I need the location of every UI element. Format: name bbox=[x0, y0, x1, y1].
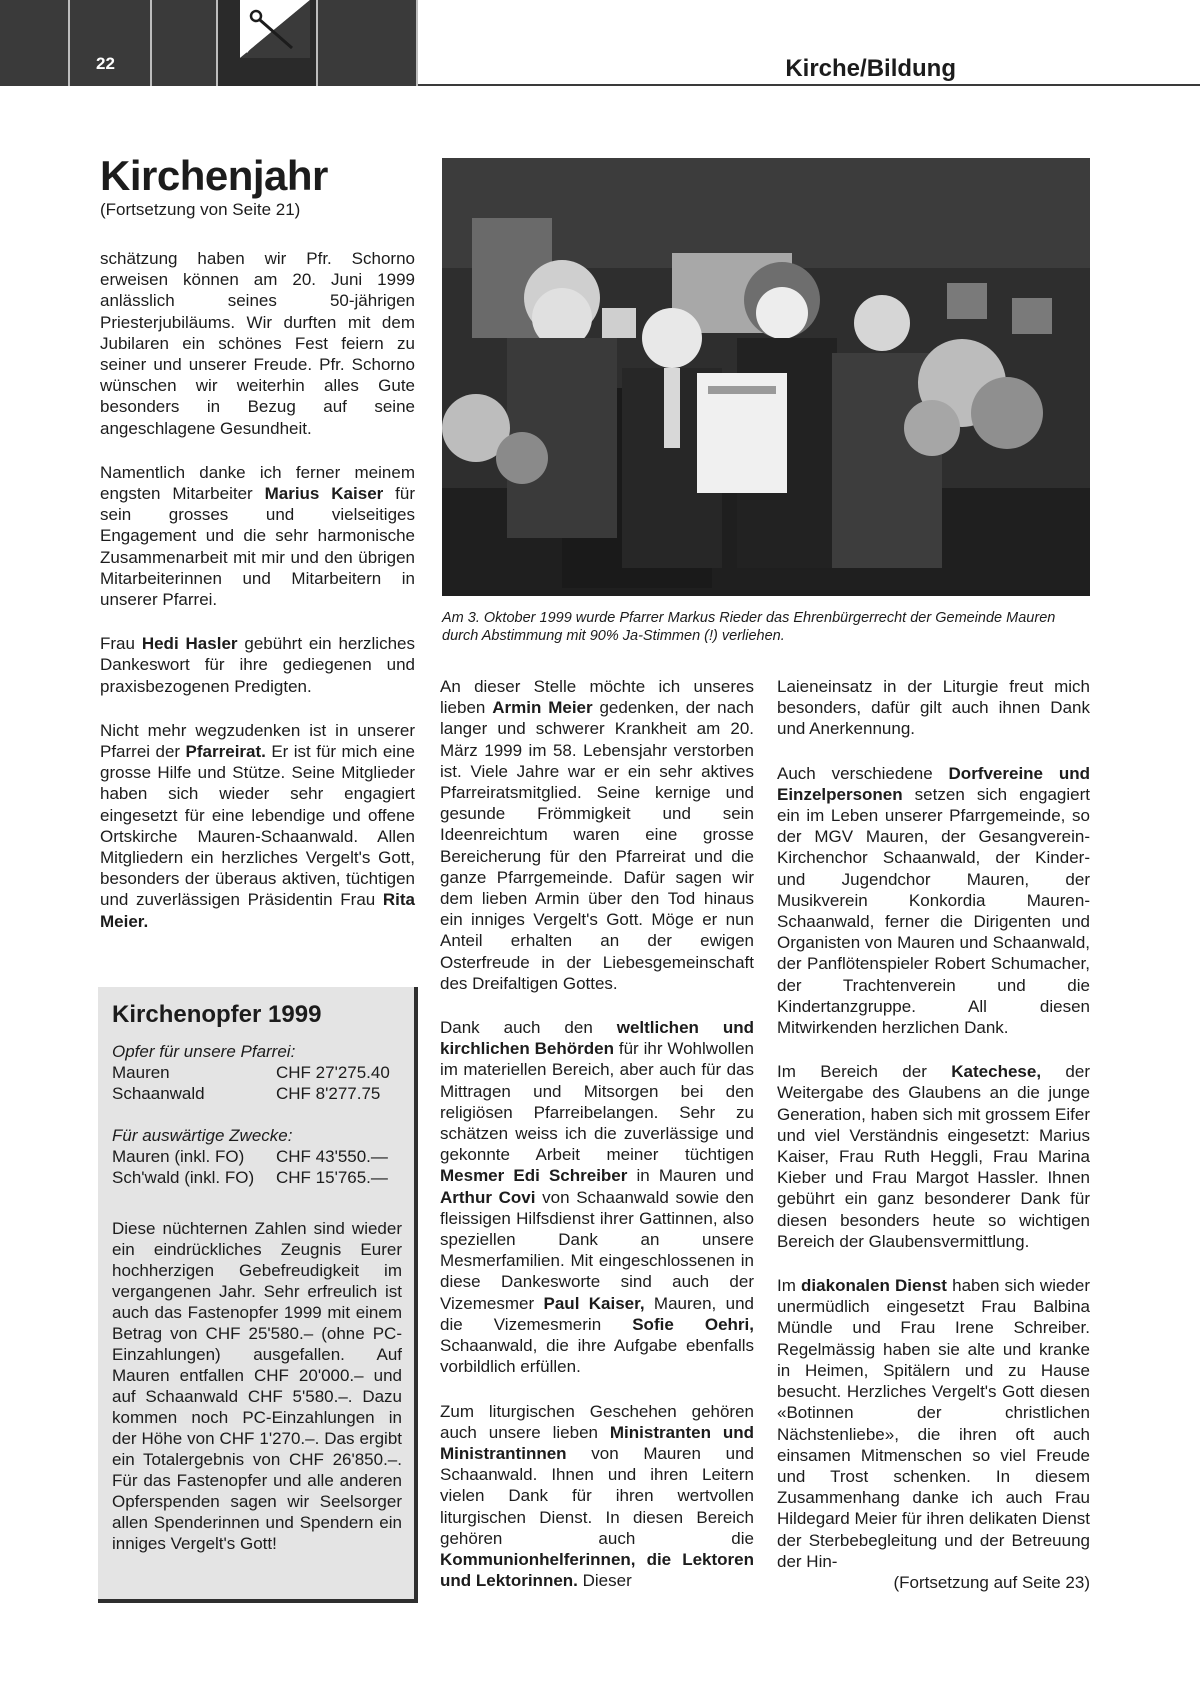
article-column-1 bbox=[100, 248, 415, 955]
box-subheading: Für auswärtige Zwecke: bbox=[112, 1126, 293, 1145]
amount-row: Schaanwald CHF 8'277.75 bbox=[112, 1084, 381, 1103]
paragraph: An dieser Stelle möchte ich unseres lieben Armin Meier gedenken, der nach langer und schwerer Krankheit am 20. März 1999 im 58. Lebensjahr verstorben ist. Viele Jahre war er ein sehr aktives Pfarreiratsmitglied. Seine kernige und gesunde Frömmigkeit und sein Ideenreichtum waren eine grosse Bereicherung für den Pfarreirat und die ganze Pfarrgemeinde. Dafür sagen wir dem lieben Armin über den Tod hinaus ein inniges Vergelt's Gott. Möge er nun Anteil erhalten an der ewigen Osterfreude in der Liebesgemeinschaft des Dreifaltigen Gottes. bbox=[440, 677, 754, 993]
photo-illustration bbox=[442, 158, 1090, 596]
header-cell bbox=[152, 0, 218, 86]
article-title: Kirchenjahr bbox=[100, 152, 328, 199]
amount-row: Mauren CHF 27'275.40 bbox=[112, 1063, 390, 1082]
amount-row: Sch'wald (inkl. FO) CHF 15'765.— bbox=[112, 1168, 388, 1187]
paragraph: Im diakonalen Dienst haben sich wieder unermüdlich eingesetzt Frau Balbina Mündle und Frau Irene Schreiber. Regelmässig haben sie alte und kranke in Heimen, Spitälern und zu Hause besucht. Herzliches Vergelt's Gott diesen «Botinnen der christlichen Nächstenliebe», die ihren oft auch einsamen Mitmenschen so viel Freude und Trost schenken. In diesem Zusammenhang danke ich auch Frau Hildegard Meier für ihren delikaten Dienst der Sterbebegleitung und der Betreuung der Hin- bbox=[777, 1276, 1091, 1571]
box-content bbox=[112, 1041, 402, 1554]
photo-caption: Am 3. Oktober 1999 wurde Pfarrer Markus Rieder das Ehrenbürgerrecht der Gemeinde Mauren durch Abstimmung mit 90% Ja-Stimmen (!) verliehen. bbox=[442, 610, 1056, 644]
header-cell bbox=[0, 0, 70, 86]
article-column-3 bbox=[777, 676, 1090, 1593]
article-column-2 bbox=[440, 676, 754, 1614]
box-title: Kirchenopfer 1999 bbox=[112, 1001, 322, 1028]
paragraph: Dank auch den weltlichen und kirchlichen Behörden für ihr Wohlwollen im materiellen Bereich, aber auch für das Mittragen und Mitsorgen bei den religiösen Pfarreibelangen. Sehr zu schätzen weiss ich die zuverlässige und gekonnte Arbeit meiner tüchtigen Mesmer Edi Schreiber in Mauren und Arthur Covi von Schaanwald sowie den fleissigen Hilfsdienst ihrer Gattinnen, also speziellen Dank an unsere Mesmerfamilien. Mit eingeschlossenen in diese Dankesworte sind auch der Vizemesmer Paul Kaiser, Mauren, und die Vizemesmerin Sofie Oehri, Schaanwald, die ihre Aufgabe ebenfalls vorbildlich erfüllen. bbox=[440, 1018, 755, 1377]
group-photo bbox=[442, 158, 1090, 596]
header-bar bbox=[0, 0, 418, 86]
paragraph: Frau Hedi Hasler gebührt ein herzliches Dankeswort für ihre gediegenen und praxisbezogenen Predigten. bbox=[100, 634, 415, 696]
keys-emblem-icon bbox=[240, 0, 310, 58]
header-rule bbox=[418, 84, 1200, 86]
amount-row: Mauren (inkl. FO) CHF 43'550.— bbox=[112, 1147, 388, 1166]
paragraph: Im Bereich der Katechese, der Weitergabe des Glaubens an die junge Generation, haben sich mit grossem Eifer und viel Verständnis eingesetzt: Marius Kaiser, Frau Ruth Heggli, Frau Marina Kieber und Frau Margot Hassler. Ihnen gebührt ein ganz besonderer Dank für diesen besonders heute so wichtigen Bereich der Glaubensvermittlung. bbox=[777, 1062, 1091, 1251]
paragraph: Auch verschiedene Dorfvereine und Einzelpersonen setzen sich engagiert ein im Leben unserer Pfarrgemeinde, so der MGV Mauren, der Gesangverein-Kirchenchor Schaanwald, der Kinder- und Jugendchor Mauren, der Musikverein Konkordia Mauren-Schaanwald, ferner die Dirigenten und Organisten von Mauren und Schaanwald, der Panflötenspieler Robert Schumacher, der Trachtenverein und die Kindertanzgruppe. All diesen Mitwirkenden herzlichen Dank. bbox=[777, 763, 1090, 1038]
header-cell bbox=[318, 0, 418, 86]
continuation-note: (Fortsetzung auf Seite 23) bbox=[893, 1572, 1090, 1592]
paragraph: Namentlich danke ich ferner meinem engsten Mitarbeiter Marius Kaiser für sein grosses und vielseitiges Engagement und die sehr harmonische Zusammenarbeit mit mir und den übrigen Mitarbeiterinnen und Mitarbeitern in unserer Pfarrei. bbox=[100, 462, 415, 610]
paragraph: schätzung haben wir Pfr. Schorno erweisen können am 20. Juni 1999 anlässlich seines 50-jährigen Priesterjubiläums. Wir durften mit dem Jubilaren ein schönes Fest feiern zu seiner und unserer Freude. Pfr. Schorno wünschen wir weiterhin alles Gute besonders in Bezug auf seine angeschlagene Gesundheit. bbox=[100, 249, 415, 438]
paragraph: Nicht mehr wegzudenken ist in unserer Pfarrei der Pfarreirat. Er ist für mich eine grosse Hilfe und Stütze. Seine Mitglieder haben sich wieder sehr engagiert eingesetzt für eine lebendige und offene Ortskirche Mauren-Schaanwald. Allen Mitgliedern ein herzliches Vergelt's Gott, besonders der überaus aktiven, tüchtigen und zuverlässigen Präsidentin Frau Rita Meier. bbox=[100, 720, 415, 931]
box-body-text: Diese nüchternen Zahlen sind wieder ein eindrückliches Zeugnis Eurer hochherzigen Gebefreudigkeit im vergangenen Jahr. Sehr erfreulich ist auch das Fastenopfer 1999 mit einem Betrag von CHF 25'580.– (ohne PC-Einzahlungen) ausgefallen. Auf Mauren entfallen CHF 20'000.– und auf Schaanwald CHF 5'580.–. Dazu kommen noch PC-Einzahlungen in der Höhe von CHF 1'270.–. Das ergibt ein Totalergebnis von CHF 26'850.–. Für das Fastenopfer und alle anderen Opferspenden sagen wir Seelsorger allen Spenderinnen und Spendern ein inniges Vergelt's Gott! bbox=[112, 1219, 402, 1553]
page-number: 22 bbox=[96, 54, 115, 73]
section-title: Kirche/Bildung bbox=[785, 55, 956, 82]
article-subtitle: (Fortsetzung von Seite 21) bbox=[100, 200, 301, 219]
box-subheading: Opfer für unsere Pfarrei: bbox=[112, 1042, 296, 1061]
offering-box bbox=[98, 987, 418, 1603]
paragraph: Laieneinsatz in der Liturgie freut mich besonders, dafür gilt auch ihnen Dank und Anerkennung. bbox=[777, 677, 1090, 739]
paragraph: Zum liturgischen Geschehen gehören auch unsere lieben Ministranten und Ministrantinnen von Mauren und Schaanwald. Ihnen und ihren Leitern vielen Dank für ihren wertvollen liturgischen Dienst. In diesen Bereich gehören auch die Kommunionhelferinnen, die Lektoren und Lektorinnen. Dieser bbox=[440, 1401, 754, 1591]
